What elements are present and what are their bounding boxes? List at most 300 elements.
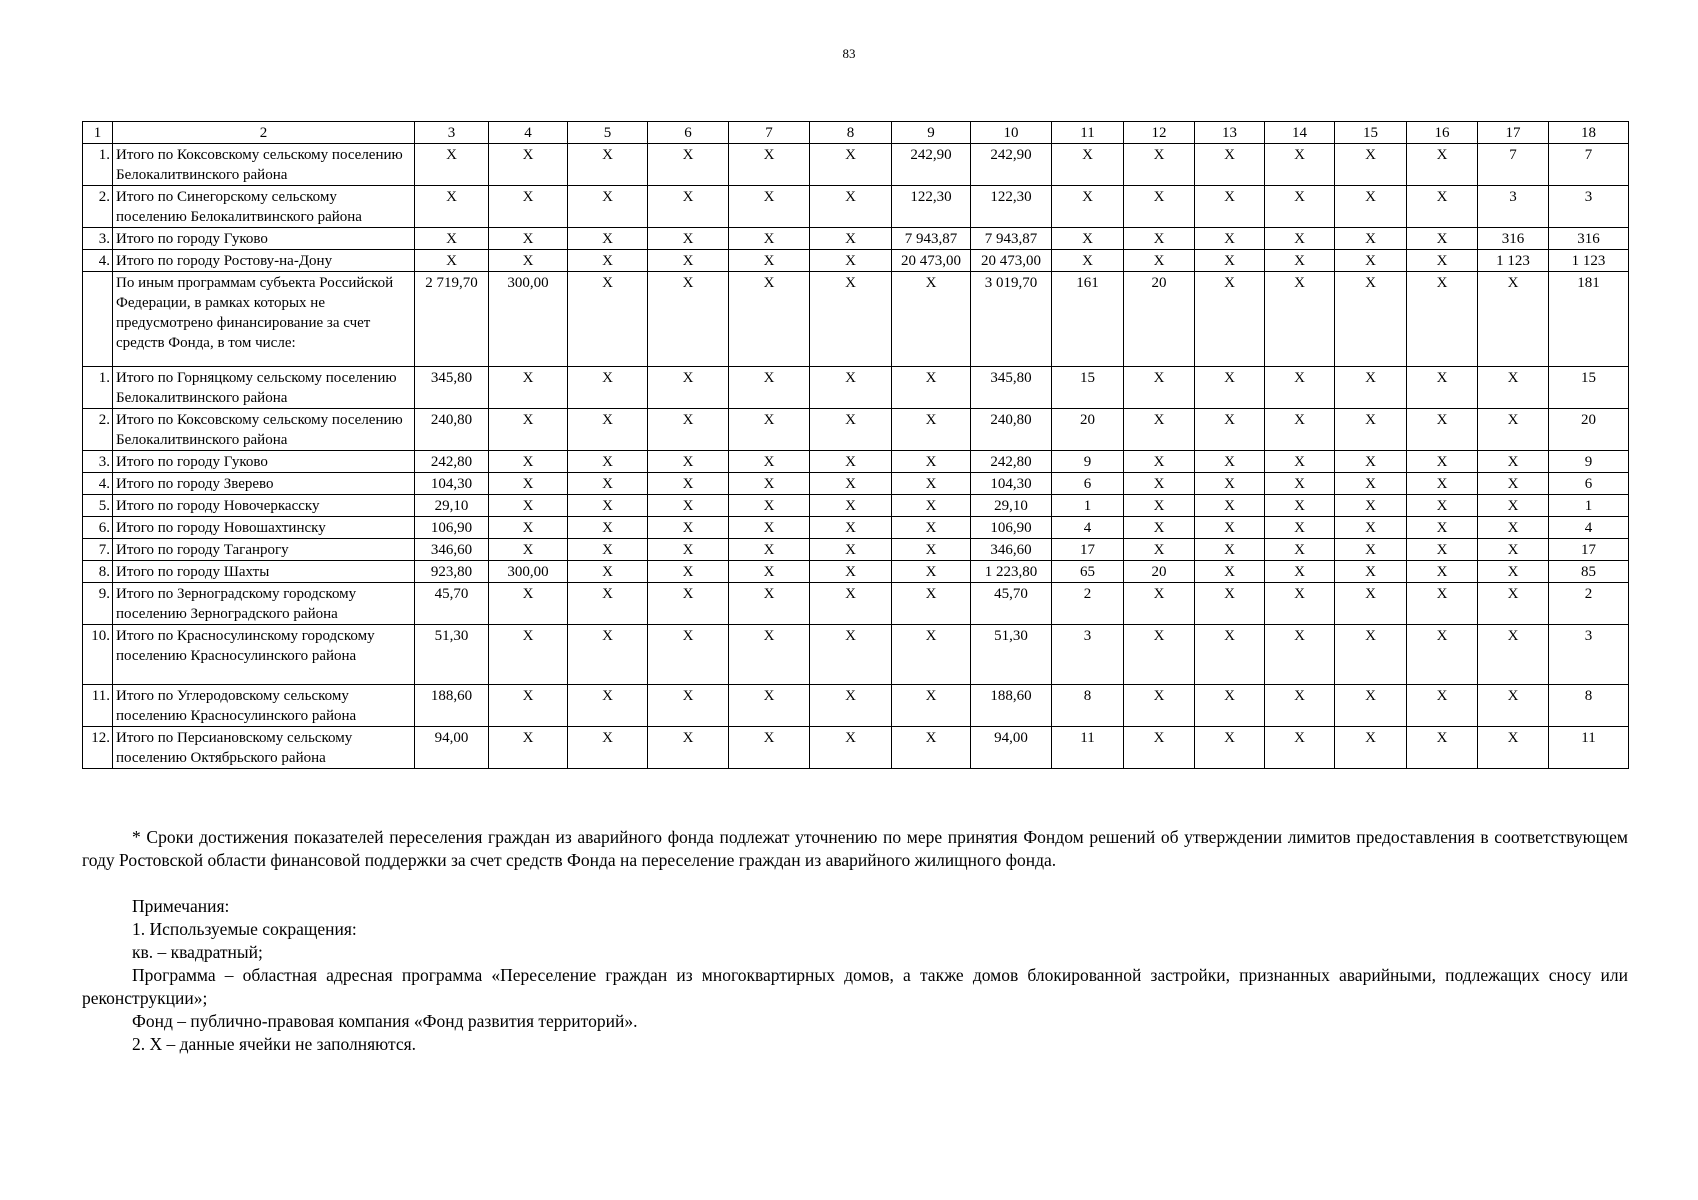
table-cell: X (489, 250, 568, 272)
table-cell: X (1052, 228, 1124, 250)
table-cell: X (1195, 517, 1265, 539)
table-cell: 122,30 (892, 186, 971, 228)
table-cell: X (1478, 625, 1549, 685)
row-number: 4. (83, 250, 113, 272)
table-cell: X (568, 583, 648, 625)
table-cell: X (729, 409, 810, 451)
table-cell: X (568, 539, 648, 561)
table-cell: X (1124, 228, 1195, 250)
table-cell: 316 (1478, 228, 1549, 250)
column-header: 7 (729, 122, 810, 144)
table-cell: X (729, 495, 810, 517)
table-cell: X (648, 409, 729, 451)
table-cell: 7 (1478, 144, 1549, 186)
table-cell: X (1335, 685, 1407, 727)
table-cell: X (810, 409, 892, 451)
table-cell: 20 (1052, 409, 1124, 451)
table-cell: X (1195, 186, 1265, 228)
table-cell: X (648, 517, 729, 539)
table-cell: 188,60 (415, 685, 489, 727)
table-cell: X (1335, 367, 1407, 409)
table-cell: 17 (1549, 539, 1629, 561)
table-cell: X (648, 583, 729, 625)
table-cell: X (1195, 625, 1265, 685)
table-cell: X (1124, 409, 1195, 451)
table-cell: X (1478, 495, 1549, 517)
table-row (83, 583, 1629, 625)
table-cell: X (729, 186, 810, 228)
table-cell: 923,80 (415, 561, 489, 583)
table-cell: X (415, 144, 489, 186)
row-number: 12. (83, 727, 113, 769)
table-cell: X (648, 625, 729, 685)
table-cell: X (729, 625, 810, 685)
table-cell: X (729, 250, 810, 272)
data-table (82, 121, 1629, 769)
table-cell: X (1407, 685, 1478, 727)
table-cell: X (1407, 367, 1478, 409)
table-cell: X (1265, 186, 1335, 228)
page-number: 83 (842, 46, 856, 61)
column-header: 6 (648, 122, 729, 144)
table-cell: X (892, 727, 971, 769)
table-cell: 20 (1124, 272, 1195, 367)
table-cell: X (568, 144, 648, 186)
table-cell: X (648, 685, 729, 727)
table-cell: X (489, 367, 568, 409)
table-cell: 300,00 (489, 561, 568, 583)
table-cell: X (1052, 250, 1124, 272)
table-cell: X (1407, 473, 1478, 495)
table-cell: X (1478, 539, 1549, 561)
row-name: Итого по Коксовскому сельскому поселению Белокалитвинского района (113, 409, 415, 451)
table-cell: X (1335, 409, 1407, 451)
table-cell: X (729, 473, 810, 495)
table-row (83, 685, 1629, 727)
table-cell: X (568, 186, 648, 228)
table-cell: 51,30 (971, 625, 1052, 685)
table-cell: X (1407, 517, 1478, 539)
column-header: 11 (1052, 122, 1124, 144)
table-cell: X (568, 367, 648, 409)
row-name: Итого по городу Гуково (113, 228, 415, 250)
table-cell: X (1124, 625, 1195, 685)
table-cell: 20 473,00 (892, 250, 971, 272)
table-cell: 3 019,70 (971, 272, 1052, 367)
row-name: Итого по Углеродовскому сельскому поселению Красносулинского района (113, 685, 415, 727)
table-row (83, 473, 1629, 495)
table-cell: X (489, 727, 568, 769)
table-cell: X (648, 186, 729, 228)
table-cell: X (489, 517, 568, 539)
table-cell: X (1195, 561, 1265, 583)
table-cell: 11 (1052, 727, 1124, 769)
table-cell: 15 (1549, 367, 1629, 409)
table-cell: X (1335, 228, 1407, 250)
table-cell: 345,80 (971, 367, 1052, 409)
table-cell: X (568, 473, 648, 495)
table-cell: 8 (1052, 685, 1124, 727)
table-cell: X (1407, 451, 1478, 473)
table-cell: X (892, 272, 971, 367)
table-cell: X (568, 561, 648, 583)
table-cell: X (1407, 583, 1478, 625)
note-line: 1. Используемые сокращения: (132, 919, 357, 939)
table-cell: X (892, 409, 971, 451)
table-cell: 2 (1052, 583, 1124, 625)
table-cell: X (1124, 495, 1195, 517)
table-cell: X (648, 250, 729, 272)
row-name: Итого по Зерноградскому городскому поселению Зерноградского района (113, 583, 415, 625)
table-cell: X (1195, 250, 1265, 272)
table-cell: X (1265, 583, 1335, 625)
table-cell: 104,30 (971, 473, 1052, 495)
table-cell: X (810, 495, 892, 517)
table-cell: X (1265, 451, 1335, 473)
table-cell: X (892, 539, 971, 561)
note-line: Примечания: (132, 896, 230, 916)
table-cell: X (568, 228, 648, 250)
table-cell: X (1335, 583, 1407, 625)
row-name: Итого по городу Шахты (113, 561, 415, 583)
column-header: 17 (1478, 122, 1549, 144)
table-row (83, 561, 1629, 583)
table-cell: 1 (1052, 495, 1124, 517)
table-cell: X (810, 625, 892, 685)
table-cell: X (489, 625, 568, 685)
column-header: 13 (1195, 122, 1265, 144)
table-cell: X (568, 685, 648, 727)
table-cell: X (1478, 473, 1549, 495)
table-cell: X (568, 495, 648, 517)
table-cell: X (648, 228, 729, 250)
table-cell: 6 (1052, 473, 1124, 495)
column-header: 2 (113, 122, 415, 144)
table-cell: X (1407, 625, 1478, 685)
table-cell: X (648, 539, 729, 561)
table-cell: 9 (1052, 451, 1124, 473)
table-cell: X (729, 685, 810, 727)
table-cell: X (810, 250, 892, 272)
table-cell: 29,10 (971, 495, 1052, 517)
footnote: * Сроки достижения показателей переселения граждан из аварийного фонда подлежат уточнению по мере принятия Фондом решений об утверждении лимитов предоставления в соответствующем году Ростовской области финансовой поддержки за счет средств Фонда на переселение граждан из аварийного жилищного фонда. (82, 827, 1628, 870)
table-cell: X (568, 409, 648, 451)
row-name: Итого по городу Таганрогу (113, 539, 415, 561)
table-cell: X (1335, 186, 1407, 228)
table-cell: 4 (1052, 517, 1124, 539)
table-cell: X (892, 517, 971, 539)
column-header: 5 (568, 122, 648, 144)
table-cell: X (568, 517, 648, 539)
column-header: 8 (810, 122, 892, 144)
table-cell: 1 123 (1478, 250, 1549, 272)
note-line: Фонд – публично-правовая компания «Фонд развития территорий». (132, 1011, 638, 1031)
row-number: 7. (83, 539, 113, 561)
table-cell: X (1407, 409, 1478, 451)
table-cell: 3 (1478, 186, 1549, 228)
table-cell: X (1478, 727, 1549, 769)
row-name: Итого по городу Гуково (113, 451, 415, 473)
row-number: 9. (83, 583, 113, 625)
table-cell: X (1195, 473, 1265, 495)
table-cell: X (1124, 250, 1195, 272)
table-cell: X (1407, 250, 1478, 272)
table-cell: X (415, 250, 489, 272)
note-line: Программа – областная адресная программа «Переселение граждан из многоквартирных домов, а также домов блокированной застройки, признанных аварийными, подлежащих сносу или реконструкции»; (82, 965, 1628, 1008)
table-cell: 20 (1124, 561, 1195, 583)
table-cell: X (1195, 495, 1265, 517)
table-cell: X (729, 144, 810, 186)
table-cell: X (568, 727, 648, 769)
table-cell: X (1265, 561, 1335, 583)
table-cell: 242,90 (971, 144, 1052, 186)
table-cell: X (1407, 539, 1478, 561)
table-cell: 188,60 (971, 685, 1052, 727)
table-cell: 1 (1549, 495, 1629, 517)
table-cell: X (489, 583, 568, 625)
table-cell: X (1335, 250, 1407, 272)
table-cell: X (729, 561, 810, 583)
row-name: Итого по городу Новочеркасску (113, 495, 415, 517)
table-cell: 51,30 (415, 625, 489, 685)
table-cell: X (1124, 473, 1195, 495)
table-cell: X (489, 409, 568, 451)
table-cell: X (1407, 144, 1478, 186)
row-name: Итого по Горняцкому сельскому поселению Белокалитвинского района (113, 367, 415, 409)
table-cell: X (729, 451, 810, 473)
table-cell: 300,00 (489, 272, 568, 367)
table-cell: X (1265, 517, 1335, 539)
table-cell: X (489, 473, 568, 495)
column-header: 15 (1335, 122, 1407, 144)
table-cell: 346,60 (971, 539, 1052, 561)
table-row (83, 495, 1629, 517)
table-row (83, 250, 1629, 272)
table-cell: X (810, 685, 892, 727)
table-cell: X (729, 539, 810, 561)
table-cell: X (489, 539, 568, 561)
table-cell: X (568, 625, 648, 685)
row-number: 8. (83, 561, 113, 583)
table-cell: X (1335, 727, 1407, 769)
table-cell: 9 (1549, 451, 1629, 473)
table-cell: X (415, 228, 489, 250)
table-cell: X (1478, 561, 1549, 583)
table-cell: X (1195, 409, 1265, 451)
table-cell: X (1195, 144, 1265, 186)
row-number: 2. (83, 186, 113, 228)
table-cell: X (648, 367, 729, 409)
table-cell: X (1265, 473, 1335, 495)
note-line: кв. – квадратный; (132, 942, 263, 962)
table-cell: 2 719,70 (415, 272, 489, 367)
table-cell: X (1407, 561, 1478, 583)
table-cell: X (489, 186, 568, 228)
table-cell: 6 (1549, 473, 1629, 495)
row-number: 11. (83, 685, 113, 727)
table-cell: X (810, 727, 892, 769)
table-cell: X (1478, 367, 1549, 409)
table-cell: X (810, 367, 892, 409)
column-header: 14 (1265, 122, 1335, 144)
row-name: Итого по Коксовскому сельскому поселению Белокалитвинского района (113, 144, 415, 186)
table-row (83, 272, 1629, 367)
table-cell: X (1195, 685, 1265, 727)
table-cell: X (1195, 367, 1265, 409)
table-cell: X (810, 272, 892, 367)
table-cell: X (648, 561, 729, 583)
table-cell: 104,30 (415, 473, 489, 495)
table-cell: X (1265, 367, 1335, 409)
table-row (83, 367, 1629, 409)
table-cell: X (1265, 495, 1335, 517)
table-cell: X (489, 144, 568, 186)
table-cell: X (489, 228, 568, 250)
table-cell: X (1195, 272, 1265, 367)
table-cell: X (810, 144, 892, 186)
table-cell: 242,80 (415, 451, 489, 473)
table-cell: 85 (1549, 561, 1629, 583)
table-row (83, 625, 1629, 685)
table-cell: X (489, 685, 568, 727)
table-cell: 3 (1052, 625, 1124, 685)
table-cell: X (1335, 625, 1407, 685)
table-cell: X (489, 495, 568, 517)
table-cell: 7 943,87 (892, 228, 971, 250)
table-cell: 1 123 (1549, 250, 1629, 272)
column-header: 16 (1407, 122, 1478, 144)
table-row (83, 228, 1629, 250)
table-cell: 45,70 (971, 583, 1052, 625)
table-cell: X (1478, 451, 1549, 473)
row-number: 1. (83, 367, 113, 409)
table-cell: X (1335, 561, 1407, 583)
row-name: Итого по Синегорскому сельскому поселению Белокалитвинского района (113, 186, 415, 228)
table-cell: 316 (1549, 228, 1629, 250)
table-cell: X (1124, 583, 1195, 625)
table-cell: 122,30 (971, 186, 1052, 228)
table-cell: X (568, 272, 648, 367)
table-cell: X (568, 451, 648, 473)
table-cell: X (1478, 272, 1549, 367)
table-cell: X (648, 272, 729, 367)
table-cell: X (810, 517, 892, 539)
table-cell: X (648, 451, 729, 473)
table-cell: X (1335, 495, 1407, 517)
table-cell: 65 (1052, 561, 1124, 583)
table-cell: X (810, 539, 892, 561)
column-header: 18 (1549, 122, 1629, 144)
notes (82, 895, 1628, 1056)
row-name: По иным программам субъекта Российской Федерации, в рамках которых не предусмотрено финансирование за счет средств Фонда, в том числе: (113, 272, 415, 367)
table-cell: X (648, 473, 729, 495)
table-row (83, 144, 1629, 186)
table-cell: 161 (1052, 272, 1124, 367)
table-cell: 106,90 (415, 517, 489, 539)
table-cell: X (1265, 250, 1335, 272)
column-header: 9 (892, 122, 971, 144)
table-cell: X (1265, 727, 1335, 769)
row-number: 4. (83, 473, 113, 495)
row-name: Итого по Персиановскому сельскому поселению Октябрьского района (113, 727, 415, 769)
table-row (83, 186, 1629, 228)
table-cell: X (892, 451, 971, 473)
row-number: 10. (83, 625, 113, 685)
table-cell: X (1195, 727, 1265, 769)
table-cell: 240,80 (971, 409, 1052, 451)
table-cell: X (729, 228, 810, 250)
table-cell: 346,60 (415, 539, 489, 561)
table-cell: X (810, 583, 892, 625)
table-cell: 345,80 (415, 367, 489, 409)
table-cell: X (1265, 228, 1335, 250)
table-cell: 20 (1549, 409, 1629, 451)
column-header: 10 (971, 122, 1052, 144)
table-cell: X (892, 495, 971, 517)
row-number: 2. (83, 409, 113, 451)
table-cell: X (1335, 451, 1407, 473)
table-cell: 181 (1549, 272, 1629, 367)
table-cell: 29,10 (415, 495, 489, 517)
table-cell: X (892, 473, 971, 495)
table-cell: X (1052, 144, 1124, 186)
table-cell: X (892, 561, 971, 583)
table-cell: 94,00 (971, 727, 1052, 769)
table-cell: X (1052, 186, 1124, 228)
table-cell: 1 223,80 (971, 561, 1052, 583)
table-cell: X (1335, 272, 1407, 367)
table-cell: 8 (1549, 685, 1629, 727)
table-cell: X (648, 727, 729, 769)
table-cell: X (810, 561, 892, 583)
row-number: 1. (83, 144, 113, 186)
table-cell: 242,80 (971, 451, 1052, 473)
column-header: 1 (83, 122, 113, 144)
table-row (83, 409, 1629, 451)
table-cell: X (1124, 186, 1195, 228)
row-number: 6. (83, 517, 113, 539)
table-cell: X (1407, 228, 1478, 250)
table-cell: 106,90 (971, 517, 1052, 539)
table-cell: 20 473,00 (971, 250, 1052, 272)
table-cell: X (1195, 583, 1265, 625)
table-cell: X (1124, 451, 1195, 473)
table-cell: X (1124, 144, 1195, 186)
table-cell: X (1407, 495, 1478, 517)
table-cell: X (1335, 473, 1407, 495)
table-cell: X (1124, 517, 1195, 539)
table-cell: X (1265, 409, 1335, 451)
table-cell: 7 943,87 (971, 228, 1052, 250)
table-cell: 45,70 (415, 583, 489, 625)
table-cell: 94,00 (415, 727, 489, 769)
table-cell: X (1124, 685, 1195, 727)
table-cell: X (1124, 539, 1195, 561)
table-cell: 15 (1052, 367, 1124, 409)
note-line: 2. X – данные ячейки не заполняются. (132, 1034, 417, 1054)
table-cell: X (892, 583, 971, 625)
table-cell: 11 (1549, 727, 1629, 769)
column-header: 4 (489, 122, 568, 144)
table-cell: X (1335, 517, 1407, 539)
table-cell: X (1265, 539, 1335, 561)
table-cell: X (810, 473, 892, 495)
table-cell: X (810, 451, 892, 473)
table-cell: X (489, 451, 568, 473)
table-cell: 4 (1549, 517, 1629, 539)
table-cell: X (1124, 727, 1195, 769)
row-name: Итого по Красносулинскому городскому поселению Красносулинского района (113, 625, 415, 685)
